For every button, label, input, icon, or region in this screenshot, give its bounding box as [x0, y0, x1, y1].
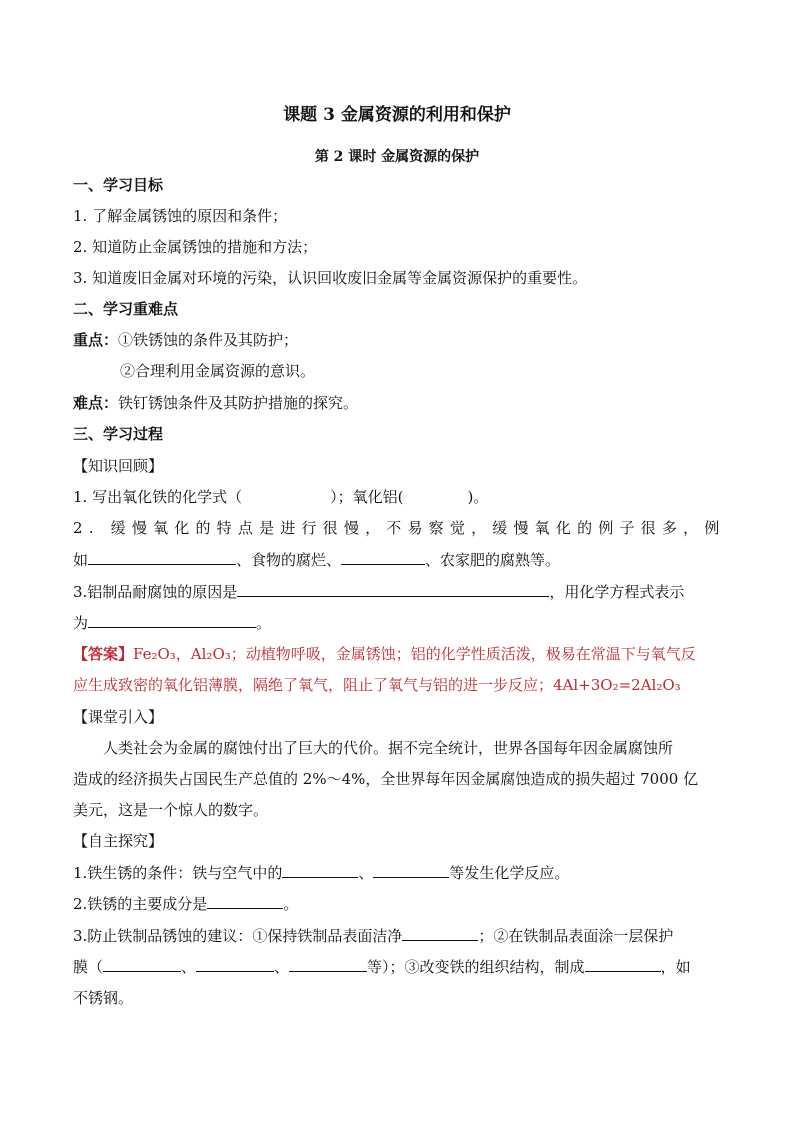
question-3-text-a: 3.铝制品耐腐蚀的原因是: [73, 583, 238, 601]
answer-blank[interactable]: [237, 580, 549, 597]
question-3-text-b: ，用化学方程式表示: [549, 583, 685, 601]
explore-item-1: [73, 861, 723, 884]
answer-blank[interactable]: [103, 955, 181, 972]
explore-item-3-line-1: [73, 924, 723, 947]
difficulty-label: 难点：: [73, 394, 119, 412]
explore-1-text-c: 等发生化学反应。: [449, 864, 570, 882]
explore-item-2: [73, 892, 723, 915]
question-1-text-a: 1. 写出氧化铁的化学式（: [73, 488, 243, 506]
answer-blank[interactable]: [373, 861, 449, 878]
question-3-line-2: [73, 611, 723, 634]
key-label: 重点：: [73, 331, 119, 349]
question-1-text-b: ）；氧化铝(: [330, 488, 404, 506]
answer-blank[interactable]: [585, 955, 661, 972]
answer-text-1: Fe₂O₃，Al₂O₃；动植物呼吸，金属锈蚀；铝的化学性质活泼，极易在常温下与氧气反: [133, 645, 696, 663]
question-1: [73, 486, 723, 508]
explore-3-text-e: 、: [274, 958, 290, 976]
question-1-text-c: )。: [467, 488, 489, 506]
answer-blank[interactable]: [402, 924, 478, 941]
answer-blank[interactable]: [289, 955, 367, 972]
question-3-text-d: 。: [256, 614, 272, 632]
key-point-1: ①铁锈蚀的条件及其防护；: [118, 331, 299, 349]
page-title: 课题 3 金属资源的利用和保护: [283, 105, 511, 125]
intro-line-1: 人类社会为金属的腐蚀付出了巨大的代价。据不完全统计，世界各国每年因金属腐蚀所: [103, 739, 674, 757]
page-subtitle: 第 2 课时 金属资源的保护: [314, 149, 480, 165]
question-2-line-1: 2. 缓慢氧化的特点是进行很慢，不易察觉，缓慢氧化的例子很多，例: [73, 519, 726, 537]
question-3-line-1: [73, 580, 723, 603]
question-2-text-b: 、食物的腐烂、: [236, 551, 342, 569]
difficulty-text: 铁钉锈蚀条件及其防护措施的探究。: [118, 394, 359, 412]
answer-blank[interactable]: [242, 486, 330, 502]
goal-item-3: 3. 知道废旧金属对环境的污染，认识回收废旧金属等金属资源保护的重要性。: [73, 269, 588, 287]
answer-blank[interactable]: [88, 548, 236, 565]
intro-heading: 【课堂引入】: [73, 708, 164, 726]
goal-item-2: 2. 知道防止金属锈蚀的措施和方法；: [73, 238, 318, 256]
answer-blank[interactable]: [282, 861, 358, 878]
key-point-2: ②合理利用金属资源的意识。: [120, 362, 316, 380]
explore-3-text-g: ，如: [660, 958, 691, 976]
section-heading-process: 三、学习过程: [73, 425, 164, 443]
answer-blank[interactable]: [403, 486, 467, 502]
explore-2-text-a: 2.铁锈的主要成分是: [73, 895, 208, 913]
goal-item-1: 1. 了解金属锈蚀的原因和条件；: [73, 207, 288, 225]
answer-blank[interactable]: [196, 955, 274, 972]
question-2-line-2: [73, 548, 723, 571]
explore-3-text-a: 3.防止铁制品锈蚀的建议：①保持铁制品表面洁净: [73, 927, 403, 945]
explore-1-text-a: 1.铁生锈的条件：铁与空气中的: [73, 864, 283, 882]
section-heading-key-points: 二、学习重难点: [73, 300, 179, 318]
answer-blank[interactable]: [341, 548, 425, 565]
answer-label: 【答案】: [73, 645, 134, 663]
explore-3-text-c: 膜（: [73, 958, 104, 976]
answer-line-1: [73, 643, 723, 665]
intro-line-2: 造成的经济损失占国民生产总值的 2%～4%，全世界每年因金属腐蚀造成的损失超过 7000 亿: [73, 770, 699, 788]
answer-line-2: 应生成致密的氧化铝薄膜，隔绝了氧气，阻止了氧气与铝的进一步反应；4Al+3O₂=2Al₂O₃: [73, 676, 681, 694]
explore-item-3-line-2: [73, 955, 723, 978]
answer-blank[interactable]: [207, 892, 283, 909]
key-point-line-1: [73, 329, 723, 351]
question-2-text-c: 、农家肥的腐熟等。: [425, 551, 561, 569]
difficulty-line: [73, 392, 723, 414]
explore-item-3-line-3: 不锈钢。: [73, 989, 134, 1007]
section-heading-goals: 一、学习目标: [73, 176, 164, 194]
explore-2-text-b: 。: [283, 895, 299, 913]
explore-3-text-b: ；②在铁制品表面涂一层保护: [478, 927, 674, 945]
answer-blank[interactable]: [88, 611, 256, 628]
explore-1-text-b: 、: [358, 864, 374, 882]
explore-3-text-f: 等）；③改变铁的组织结构，制成: [367, 958, 585, 976]
intro-line-3: 美元，这是一个惊人的数字。: [73, 801, 269, 819]
question-2-text-a: 如: [73, 551, 89, 569]
explore-heading: 【自主探究】: [73, 832, 164, 850]
review-heading: 【知识回顾】: [73, 457, 164, 475]
question-3-text-c: 为: [73, 614, 89, 632]
explore-3-text-d: 、: [181, 958, 197, 976]
